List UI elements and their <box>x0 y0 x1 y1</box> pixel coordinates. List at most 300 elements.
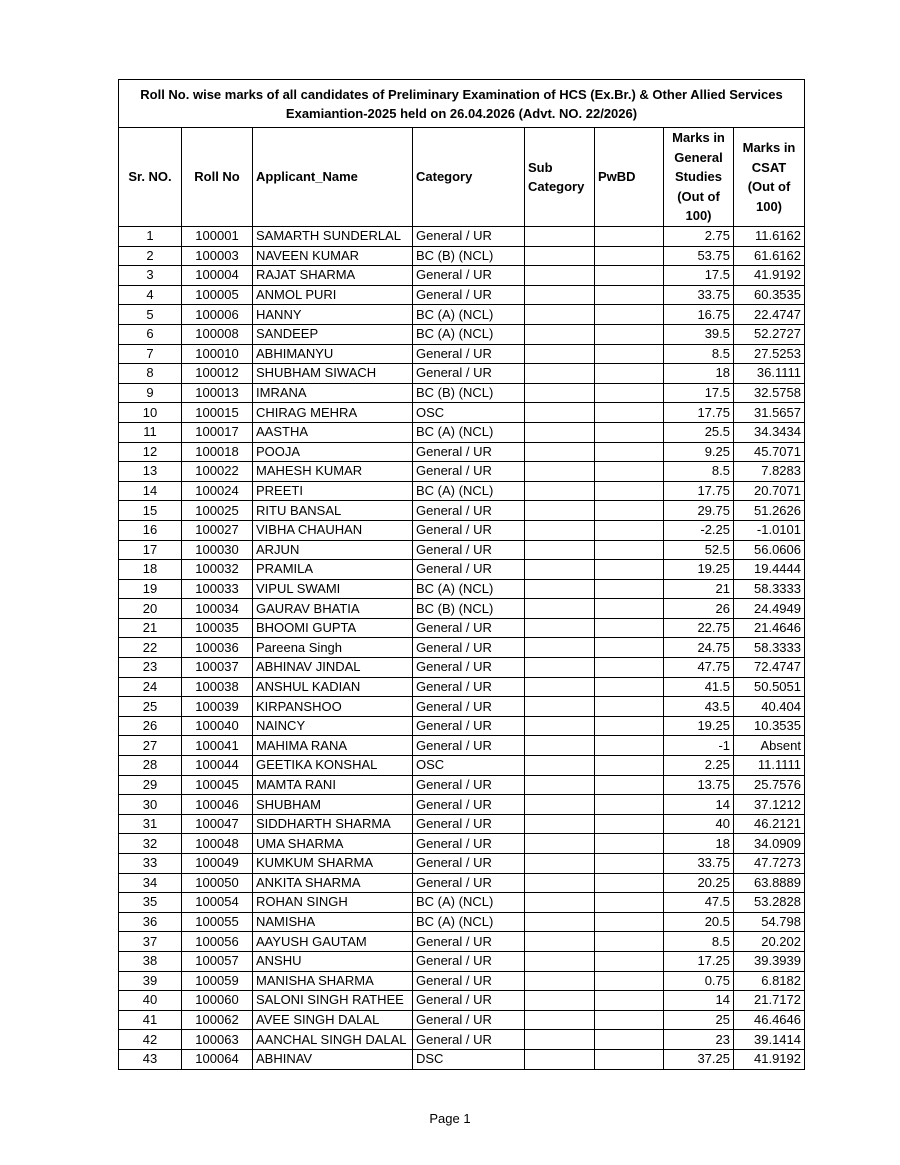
cell-applicant-name: NAVEEN KUMAR <box>253 246 413 266</box>
cell-marks-gs: 29.75 <box>664 501 734 521</box>
cell-roll-no: 100048 <box>182 834 253 854</box>
cell-marks-csat: 50.5051 <box>734 677 805 697</box>
cell-sr-no: 2 <box>119 246 182 266</box>
cell-pwbd <box>595 971 664 991</box>
cell-marks-gs: 53.75 <box>664 246 734 266</box>
cell-sr-no: 18 <box>119 560 182 580</box>
cell-marks-gs: 40 <box>664 814 734 834</box>
cell-sub-category <box>525 599 595 619</box>
cell-applicant-name: BHOOMI GUPTA <box>253 618 413 638</box>
cell-roll-no: 100062 <box>182 1010 253 1030</box>
cell-marks-csat: 63.8889 <box>734 873 805 893</box>
cell-marks-gs: 8.5 <box>664 462 734 482</box>
cell-sub-category <box>525 442 595 462</box>
cell-applicant-name: Pareena Singh <box>253 638 413 658</box>
cell-applicant-name: ANSHUL KADIAN <box>253 677 413 697</box>
cell-applicant-name: PREETI <box>253 481 413 501</box>
cell-category: General / UR <box>413 814 525 834</box>
cell-category: BC (B) (NCL) <box>413 246 525 266</box>
cell-sr-no: 8 <box>119 364 182 384</box>
cell-roll-no: 100056 <box>182 932 253 952</box>
cell-applicant-name: NAINCY <box>253 716 413 736</box>
table-row <box>119 266 805 286</box>
cell-applicant-name: AANCHAL SINGH DALAL <box>253 1030 413 1050</box>
table-row <box>119 481 805 501</box>
cell-sub-category <box>525 579 595 599</box>
cell-pwbd <box>595 736 664 756</box>
cell-category: OSC <box>413 403 525 423</box>
table-row <box>119 1010 805 1030</box>
cell-marks-csat: 6.8182 <box>734 971 805 991</box>
cell-marks-csat: 21.7172 <box>734 991 805 1011</box>
cell-roll-no: 100006 <box>182 305 253 325</box>
cell-sub-category <box>525 246 595 266</box>
cell-category: General / UR <box>413 775 525 795</box>
cell-pwbd <box>595 854 664 874</box>
cell-sub-category <box>525 795 595 815</box>
cell-marks-gs: 2.25 <box>664 756 734 776</box>
table-row <box>119 873 805 893</box>
cell-sr-no: 32 <box>119 834 182 854</box>
cell-roll-no: 100046 <box>182 795 253 815</box>
cell-marks-csat: 41.9192 <box>734 1049 805 1069</box>
cell-applicant-name: SIDDHARTH SHARMA <box>253 814 413 834</box>
cell-pwbd <box>595 1030 664 1050</box>
cell-sr-no: 17 <box>119 540 182 560</box>
cell-marks-csat: 52.2727 <box>734 324 805 344</box>
cell-marks-csat: 56.0606 <box>734 540 805 560</box>
cell-category: General / UR <box>413 364 525 384</box>
cell-pwbd <box>595 579 664 599</box>
cell-sub-category <box>525 324 595 344</box>
cell-marks-csat: 27.5253 <box>734 344 805 364</box>
cell-marks-csat: 34.0909 <box>734 834 805 854</box>
cell-marks-csat: 25.7576 <box>734 775 805 795</box>
cell-marks-gs: 37.25 <box>664 1049 734 1069</box>
cell-marks-csat: 36.1111 <box>734 364 805 384</box>
cell-marks-gs: 41.5 <box>664 677 734 697</box>
cell-pwbd <box>595 716 664 736</box>
table-row <box>119 991 805 1011</box>
cell-marks-csat: 41.9192 <box>734 266 805 286</box>
cell-roll-no: 100045 <box>182 775 253 795</box>
cell-sr-no: 6 <box>119 324 182 344</box>
cell-marks-gs: 19.25 <box>664 560 734 580</box>
cell-applicant-name: AVEE SINGH DALAL <box>253 1010 413 1030</box>
cell-sr-no: 13 <box>119 462 182 482</box>
table-row <box>119 834 805 854</box>
cell-pwbd <box>595 1010 664 1030</box>
cell-sr-no: 9 <box>119 383 182 403</box>
cell-marks-gs: 16.75 <box>664 305 734 325</box>
cell-applicant-name: MAHIMA RANA <box>253 736 413 756</box>
cell-category: General / UR <box>413 560 525 580</box>
table-row <box>119 716 805 736</box>
cell-sub-category <box>525 775 595 795</box>
cell-category: General / UR <box>413 266 525 286</box>
cell-sr-no: 14 <box>119 481 182 501</box>
cell-sub-category <box>525 756 595 776</box>
table-title-row <box>119 80 805 128</box>
cell-sr-no: 25 <box>119 697 182 717</box>
cell-pwbd <box>595 599 664 619</box>
cell-applicant-name: CHIRAG MEHRA <box>253 403 413 423</box>
header-pwbd: PwBD <box>595 128 664 227</box>
cell-applicant-name: IMRANA <box>253 383 413 403</box>
cell-pwbd <box>595 775 664 795</box>
cell-marks-csat: 51.2626 <box>734 501 805 521</box>
cell-sr-no: 41 <box>119 1010 182 1030</box>
cell-marks-gs: 47.75 <box>664 658 734 678</box>
cell-marks-gs: 17.5 <box>664 266 734 286</box>
cell-pwbd <box>595 227 664 247</box>
cell-roll-no: 100024 <box>182 481 253 501</box>
cell-roll-no: 100022 <box>182 462 253 482</box>
cell-category: General / UR <box>413 1030 525 1050</box>
cell-category: General / UR <box>413 462 525 482</box>
cell-sub-category <box>525 462 595 482</box>
cell-pwbd <box>595 677 664 697</box>
cell-pwbd <box>595 1049 664 1069</box>
cell-roll-no: 100039 <box>182 697 253 717</box>
cell-category: General / UR <box>413 638 525 658</box>
cell-marks-csat: 39.3939 <box>734 951 805 971</box>
cell-category: General / UR <box>413 873 525 893</box>
cell-category: General / UR <box>413 658 525 678</box>
cell-category: BC (A) (NCL) <box>413 324 525 344</box>
cell-category: General / UR <box>413 971 525 991</box>
cell-applicant-name: SHUBHAM <box>253 795 413 815</box>
cell-sr-no: 38 <box>119 951 182 971</box>
cell-pwbd <box>595 442 664 462</box>
cell-category: BC (B) (NCL) <box>413 383 525 403</box>
cell-roll-no: 100032 <box>182 560 253 580</box>
cell-sub-category <box>525 912 595 932</box>
cell-marks-csat: 45.7071 <box>734 442 805 462</box>
cell-sub-category <box>525 854 595 874</box>
cell-sr-no: 12 <box>119 442 182 462</box>
cell-roll-no: 100040 <box>182 716 253 736</box>
cell-roll-no: 100030 <box>182 540 253 560</box>
cell-roll-no: 100013 <box>182 383 253 403</box>
cell-sr-no: 1 <box>119 227 182 247</box>
table-row <box>119 324 805 344</box>
cell-marks-gs: 17.25 <box>664 951 734 971</box>
cell-sub-category <box>525 344 595 364</box>
cell-sr-no: 24 <box>119 677 182 697</box>
cell-marks-gs: 20.5 <box>664 912 734 932</box>
cell-applicant-name: ABHINAV <box>253 1049 413 1069</box>
document-title: Roll No. wise marks of all candidates of Preliminary Examination of HCS (Ex.Br.) & Other Allied Services Examiantion-2025 held on 26.04.2026 (Advt. NO. 22/2026) <box>119 80 805 128</box>
cell-applicant-name: KIRPANSHOO <box>253 697 413 717</box>
table-row <box>119 344 805 364</box>
cell-sr-no: 31 <box>119 814 182 834</box>
cell-category: General / UR <box>413 344 525 364</box>
cell-pwbd <box>595 266 664 286</box>
cell-roll-no: 100012 <box>182 364 253 384</box>
cell-category: General / UR <box>413 854 525 874</box>
cell-sr-no: 16 <box>119 520 182 540</box>
cell-pwbd <box>595 618 664 638</box>
cell-marks-gs: 19.25 <box>664 716 734 736</box>
header-sub-category: Sub Category <box>525 128 595 227</box>
table-row <box>119 364 805 384</box>
cell-marks-gs: 2.75 <box>664 227 734 247</box>
cell-marks-gs: 22.75 <box>664 618 734 638</box>
cell-pwbd <box>595 991 664 1011</box>
cell-applicant-name: VIPUL SWAMI <box>253 579 413 599</box>
cell-applicant-name: ANMOL PURI <box>253 285 413 305</box>
table-row <box>119 658 805 678</box>
cell-roll-no: 100049 <box>182 854 253 874</box>
cell-sub-category <box>525 364 595 384</box>
cell-pwbd <box>595 795 664 815</box>
table-row <box>119 501 805 521</box>
table-row <box>119 227 805 247</box>
cell-marks-gs: 39.5 <box>664 324 734 344</box>
cell-marks-csat: -1.0101 <box>734 520 805 540</box>
cell-applicant-name: HANNY <box>253 305 413 325</box>
cell-sr-no: 33 <box>119 854 182 874</box>
cell-marks-gs: 14 <box>664 991 734 1011</box>
cell-category: General / UR <box>413 716 525 736</box>
cell-roll-no: 100008 <box>182 324 253 344</box>
header-marks-csat: Marks in CSAT (Out of 100) <box>734 128 805 227</box>
table-row <box>119 560 805 580</box>
cell-category: General / UR <box>413 932 525 952</box>
cell-applicant-name: RITU BANSAL <box>253 501 413 521</box>
cell-roll-no: 100005 <box>182 285 253 305</box>
cell-category: General / UR <box>413 697 525 717</box>
cell-applicant-name: SHUBHAM SIWACH <box>253 364 413 384</box>
cell-sub-category <box>525 481 595 501</box>
cell-sr-no: 7 <box>119 344 182 364</box>
cell-marks-csat: 72.4747 <box>734 658 805 678</box>
cell-category: General / UR <box>413 501 525 521</box>
cell-marks-gs: 33.75 <box>664 854 734 874</box>
cell-roll-no: 100063 <box>182 1030 253 1050</box>
cell-applicant-name: GAURAV BHATIA <box>253 599 413 619</box>
cell-marks-gs: 18 <box>664 834 734 854</box>
cell-roll-no: 100047 <box>182 814 253 834</box>
cell-sub-category <box>525 677 595 697</box>
cell-marks-csat: 7.8283 <box>734 462 805 482</box>
cell-roll-no: 100036 <box>182 638 253 658</box>
cell-marks-csat: 53.2828 <box>734 893 805 913</box>
cell-roll-no: 100054 <box>182 893 253 913</box>
cell-sub-category <box>525 991 595 1011</box>
cell-sr-no: 15 <box>119 501 182 521</box>
cell-marks-gs: 21 <box>664 579 734 599</box>
cell-sub-category <box>525 618 595 638</box>
cell-roll-no: 100004 <box>182 266 253 286</box>
cell-sr-no: 26 <box>119 716 182 736</box>
cell-marks-csat: 24.4949 <box>734 599 805 619</box>
cell-sub-category <box>525 971 595 991</box>
cell-pwbd <box>595 697 664 717</box>
table-header-row <box>119 128 805 227</box>
cell-pwbd <box>595 403 664 423</box>
cell-marks-gs: 20.25 <box>664 873 734 893</box>
cell-category: BC (A) (NCL) <box>413 579 525 599</box>
cell-roll-no: 100050 <box>182 873 253 893</box>
cell-sub-category <box>525 1049 595 1069</box>
cell-roll-no: 100044 <box>182 756 253 776</box>
table-row <box>119 854 805 874</box>
cell-pwbd <box>595 364 664 384</box>
cell-marks-gs: 26 <box>664 599 734 619</box>
cell-sub-category <box>525 1030 595 1050</box>
table-row <box>119 971 805 991</box>
cell-marks-csat: 54.798 <box>734 912 805 932</box>
cell-category: BC (A) (NCL) <box>413 893 525 913</box>
table-row <box>119 814 805 834</box>
cell-marks-gs: 13.75 <box>664 775 734 795</box>
table-row <box>119 893 805 913</box>
cell-marks-csat: 32.5758 <box>734 383 805 403</box>
cell-pwbd <box>595 324 664 344</box>
cell-applicant-name: ANKITA SHARMA <box>253 873 413 893</box>
cell-marks-gs: 25.5 <box>664 422 734 442</box>
cell-category: OSC <box>413 756 525 776</box>
cell-applicant-name: ROHAN SINGH <box>253 893 413 913</box>
cell-category: General / UR <box>413 795 525 815</box>
cell-applicant-name: SANDEEP <box>253 324 413 344</box>
table-row <box>119 638 805 658</box>
cell-category: BC (A) (NCL) <box>413 305 525 325</box>
header-category: Category <box>413 128 525 227</box>
table-row <box>119 383 805 403</box>
table-row <box>119 1030 805 1050</box>
cell-roll-no: 100035 <box>182 618 253 638</box>
cell-roll-no: 100001 <box>182 227 253 247</box>
cell-sub-category <box>525 736 595 756</box>
cell-sub-category <box>525 873 595 893</box>
cell-category: BC (A) (NCL) <box>413 481 525 501</box>
cell-applicant-name: AASTHA <box>253 422 413 442</box>
table-row <box>119 697 805 717</box>
cell-roll-no: 100017 <box>182 422 253 442</box>
cell-category: BC (A) (NCL) <box>413 912 525 932</box>
table-row <box>119 422 805 442</box>
cell-applicant-name: UMA SHARMA <box>253 834 413 854</box>
cell-applicant-name: MAMTA RANI <box>253 775 413 795</box>
table-row <box>119 599 805 619</box>
cell-marks-csat: 11.1111 <box>734 756 805 776</box>
cell-category: General / UR <box>413 540 525 560</box>
cell-category: General / UR <box>413 991 525 1011</box>
cell-category: General / UR <box>413 442 525 462</box>
cell-pwbd <box>595 305 664 325</box>
cell-category: General / UR <box>413 1010 525 1030</box>
cell-category: General / UR <box>413 520 525 540</box>
cell-marks-csat: 60.3535 <box>734 285 805 305</box>
cell-category: General / UR <box>413 951 525 971</box>
cell-sub-category <box>525 658 595 678</box>
cell-applicant-name: ABHIMANYU <box>253 344 413 364</box>
cell-marks-csat: 10.3535 <box>734 716 805 736</box>
cell-sr-no: 27 <box>119 736 182 756</box>
cell-applicant-name: MAHESH KUMAR <box>253 462 413 482</box>
cell-applicant-name: VIBHA CHAUHAN <box>253 520 413 540</box>
cell-marks-gs: 52.5 <box>664 540 734 560</box>
cell-sr-no: 34 <box>119 873 182 893</box>
cell-pwbd <box>595 756 664 776</box>
cell-sr-no: 29 <box>119 775 182 795</box>
cell-pwbd <box>595 951 664 971</box>
page-number: Page 1 <box>429 1111 471 1126</box>
table-row <box>119 736 805 756</box>
cell-roll-no: 100003 <box>182 246 253 266</box>
cell-pwbd <box>595 814 664 834</box>
cell-sr-no: 10 <box>119 403 182 423</box>
cell-pwbd <box>595 560 664 580</box>
table-row <box>119 951 805 971</box>
cell-marks-csat: 47.7273 <box>734 854 805 874</box>
cell-roll-no: 100057 <box>182 951 253 971</box>
cell-sub-category <box>525 932 595 952</box>
cell-roll-no: 100034 <box>182 599 253 619</box>
cell-sub-category <box>525 716 595 736</box>
cell-category: BC (A) (NCL) <box>413 422 525 442</box>
cell-marks-gs: 17.75 <box>664 403 734 423</box>
table-row <box>119 462 805 482</box>
cell-marks-csat: 37.1212 <box>734 795 805 815</box>
cell-marks-gs: -1 <box>664 736 734 756</box>
header-applicant-name: Applicant_Name <box>253 128 413 227</box>
cell-sr-no: 23 <box>119 658 182 678</box>
cell-applicant-name: SAMARTH SUNDERLAL <box>253 227 413 247</box>
cell-roll-no: 100018 <box>182 442 253 462</box>
header-sr-no: Sr. NO. <box>119 128 182 227</box>
cell-pwbd <box>595 246 664 266</box>
cell-roll-no: 100027 <box>182 520 253 540</box>
cell-pwbd <box>595 422 664 442</box>
cell-roll-no: 100041 <box>182 736 253 756</box>
cell-category: BC (B) (NCL) <box>413 599 525 619</box>
table-row <box>119 520 805 540</box>
table-row <box>119 540 805 560</box>
cell-sub-category <box>525 501 595 521</box>
cell-marks-gs: 18 <box>664 364 734 384</box>
cell-marks-csat: Absent <box>734 736 805 756</box>
cell-sr-no: 35 <box>119 893 182 913</box>
table-row <box>119 1049 805 1069</box>
cell-sub-category <box>525 520 595 540</box>
cell-sr-no: 3 <box>119 266 182 286</box>
cell-pwbd <box>595 893 664 913</box>
cell-sub-category <box>525 560 595 580</box>
cell-applicant-name: RAJAT SHARMA <box>253 266 413 286</box>
cell-sr-no: 37 <box>119 932 182 952</box>
cell-sr-no: 5 <box>119 305 182 325</box>
cell-sub-category <box>525 403 595 423</box>
cell-sr-no: 20 <box>119 599 182 619</box>
header-roll-no: Roll No <box>182 128 253 227</box>
cell-sr-no: 11 <box>119 422 182 442</box>
header-marks-general-studies: Marks in General Studies (Out of 100) <box>664 128 734 227</box>
cell-category: General / UR <box>413 618 525 638</box>
cell-marks-gs: 8.5 <box>664 344 734 364</box>
cell-sr-no: 39 <box>119 971 182 991</box>
cell-marks-gs: 17.5 <box>664 383 734 403</box>
cell-category: DSC <box>413 1049 525 1069</box>
cell-pwbd <box>595 501 664 521</box>
cell-category: General / UR <box>413 677 525 697</box>
cell-marks-csat: 19.4444 <box>734 560 805 580</box>
cell-sub-category <box>525 893 595 913</box>
cell-applicant-name: ANSHU <box>253 951 413 971</box>
